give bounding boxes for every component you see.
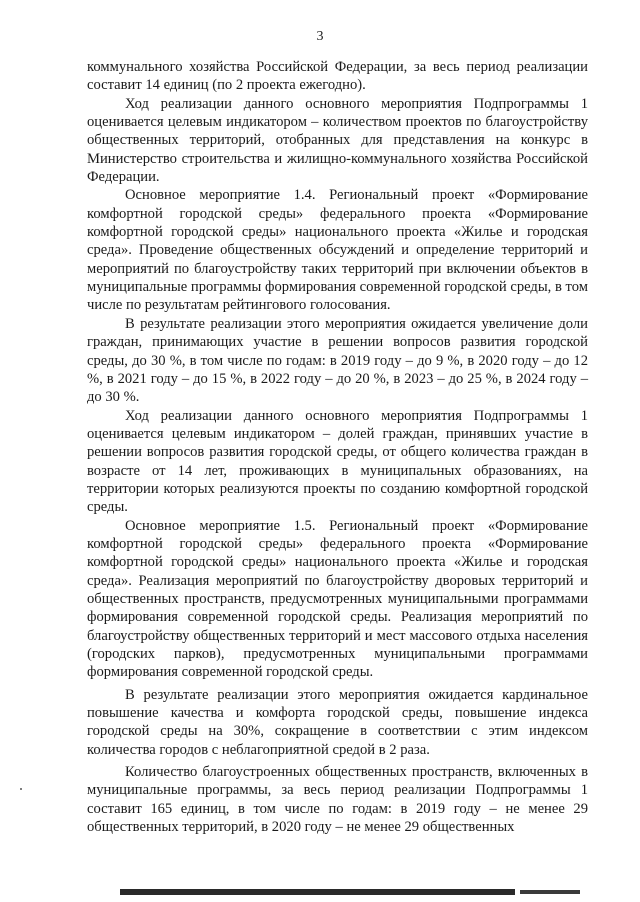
- scan-speck: [20, 788, 22, 790]
- scan-bottom-edge: [120, 889, 515, 895]
- page-number: 3: [316, 29, 324, 44]
- paragraph: Количество благоустроенных общественных пространств, включенных в муниципальные программы, за весь период реализации Подпрограммы 1 составит 165 единиц, в том числе по годам: в 2019 году – не менее 29 общественных территорий, в 2020 году – не менее 29 общественных: [87, 764, 588, 836]
- paragraph: Ход реализации данного основного мероприятия Подпрограммы 1 оценивается целевым индикатором – долей граждан, принявших участие в решении вопросов развития городской среды, от общего количества граждан в возрасте от 14 лет, проживающих в муниципальных образованиях, на территории которых реализуются проекты по созданию комфортной городской среды.: [87, 407, 588, 516]
- paragraph: коммунального хозяйства Российской Федерации, за весь период реализации составит 14 единиц (по 2 проекта ежегодно).: [87, 59, 588, 94]
- document-body: [87, 58, 588, 836]
- scan-bottom-edge-fragment: [520, 890, 580, 894]
- paragraph: Основное мероприятие 1.5. Региональный проект «Формирование комфортной городской среды» федерального проекта «Формирование комфортной городской среды» национального проекта «Жилье и городская среда». Реализация мероприятий по благоустройству дворовых территорий и общественных пространств, предусмотренных муниципальными программами формирования современной городской среды. Реализация мероприятий по благоустройству общественных территорий и мест массового отдыха населения (городских парков), предусмотренных муниципальными программами формирования современной городской среды.: [87, 517, 588, 681]
- paragraph: Ход реализации данного основного мероприятия Подпрограммы 1 оценивается целевым индикатором – количеством проектов по благоустройству общественных территорий, отобранных для представления на конкурс в Министерство строительства и жилищно-коммунального хозяйства Российской Федерации.: [87, 95, 588, 186]
- paragraph: В результате реализации этого мероприятия ожидается кардинальное повышение качества и комфорта городской среды, повышение индекса городской среды на 30%, сокращение в соответствии с этим индексом количества городов с неблагоприятной средой в 2 раза.: [87, 686, 588, 758]
- paragraph: Основное мероприятие 1.4. Региональный проект «Формирование комфортной городской среды» федерального проекта «Формирование комфортной городской среды» национального проекта «Жилье и городская среда». Проведение общественных обсуждений и определение территорий и мероприятий по благоустройству таких территорий при включении объектов в муниципальные программы формирования современной городской среды, в том числе по результатам рейтингового голосования.: [87, 187, 588, 314]
- paragraph: В результате реализации этого мероприятия ожидается увеличение доли граждан, принимающих участие в решении вопросов развития городской среды, до 30 %, в том числе по годам: в 2019 году – до 9 %, в 2020 году – до 12 %, в 2021 году – до 15 %, в 2022 году – до 20 %, в 2023 – до 25 %, в 2024 году – до 30 %.: [87, 315, 588, 406]
